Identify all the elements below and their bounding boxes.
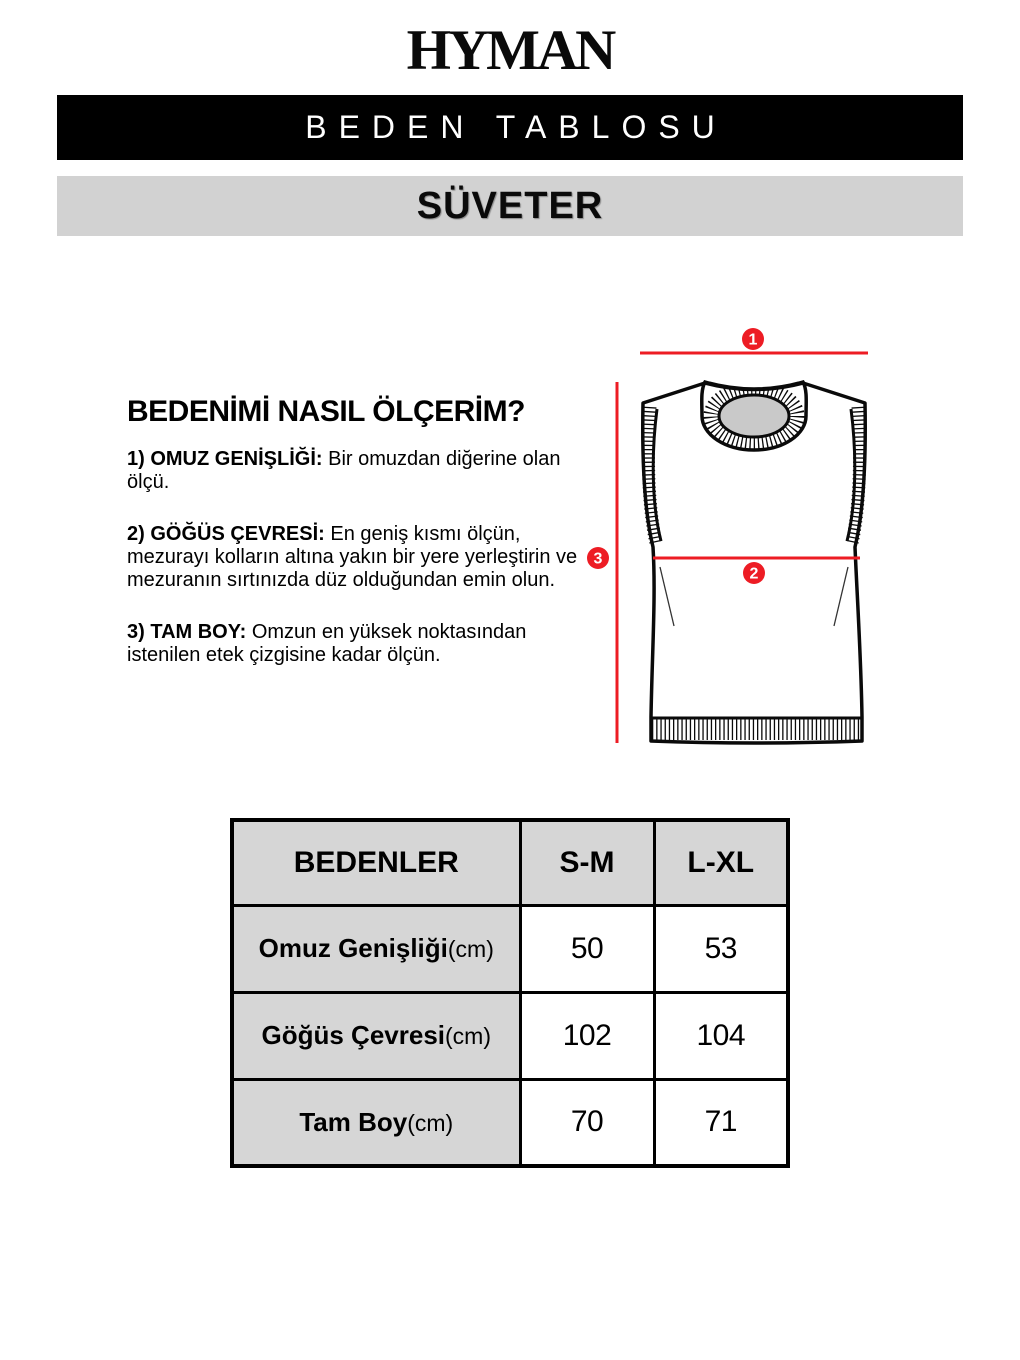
measuring-guide — [127, 396, 597, 696]
guide-item-shoulder — [127, 448, 597, 494]
value-shoulder-lxl: 53 — [654, 905, 788, 992]
svg-text:3: 3 — [593, 550, 603, 568]
guide-item-shoulder-label: 1) OMUZ GENİŞLİĞİ: — [127, 448, 323, 470]
marker-badge-2 — [743, 562, 765, 584]
table-row-shoulder — [232, 905, 788, 992]
row-unit: (cm) — [445, 1023, 491, 1049]
row-label-length — [232, 1079, 520, 1166]
value-length-lxl: 71 — [654, 1079, 788, 1166]
guide-item-length-text: Omzun en yüksek noktasından istenilen etek çizgisine kadar ölçün. — [127, 621, 527, 666]
value-chest-lxl: 104 — [654, 992, 788, 1079]
guide-item-chest — [127, 523, 597, 592]
guide-item-chest-text: En geniş kısmı ölçün, mezurayı kolların altına yakın bir yere yerleştirin ve mezuranın sırtınızda düz olduğundan emin olun. — [127, 523, 578, 591]
vest-measurement-diagram — [575, 320, 995, 770]
value-chest-sm: 102 — [520, 992, 654, 1079]
size-table-header-sm: S-M — [520, 820, 654, 905]
row-unit: (cm) — [447, 936, 494, 962]
measuring-guide-heading: BEDENİMİ NASIL ÖLÇERİM? — [127, 395, 525, 428]
row-label-shoulder — [232, 905, 520, 992]
svg-text:1: 1 — [748, 331, 758, 349]
size-table-header-lxl: L-XL — [654, 820, 788, 905]
table-row-length — [232, 1079, 788, 1166]
size-table-header-label: BEDENLER — [232, 820, 520, 905]
size-table-header-row — [232, 820, 788, 905]
value-shoulder-sm: 50 — [520, 905, 654, 992]
size-chart-banner-title: BEDEN TABLOSU — [305, 109, 727, 145]
marker-badge-3 — [587, 547, 609, 569]
brand-logo: HYMAN — [406, 19, 614, 82]
vest-illustration — [575, 320, 995, 770]
neck-opening — [719, 395, 789, 437]
size-chart-banner — [57, 95, 963, 160]
row-label-text: Omuz Genişliği — [258, 933, 448, 963]
value-length-sm: 70 — [520, 1079, 654, 1166]
row-unit: (cm) — [407, 1109, 454, 1136]
row-label-text: Tam Boy — [299, 1106, 408, 1137]
guide-item-length — [127, 621, 597, 667]
product-name: SÜVETER — [416, 184, 604, 227]
row-label-text: Göğüs Çevresi — [261, 1020, 446, 1050]
guide-item-length-label: 3) TAM BOY: — [127, 621, 247, 643]
table-row-chest — [232, 992, 788, 1079]
guide-item-shoulder-text: Bir omuzdan diğerine olan ölçü. — [127, 448, 561, 493]
svg-text:2: 2 — [749, 565, 759, 583]
row-label-chest — [232, 992, 520, 1079]
marker-badge-1 — [742, 328, 764, 350]
size-table — [230, 818, 790, 1168]
guide-item-chest-label: 2) GÖĞÜS ÇEVRESİ: — [127, 523, 325, 545]
product-name-bar — [57, 176, 963, 236]
